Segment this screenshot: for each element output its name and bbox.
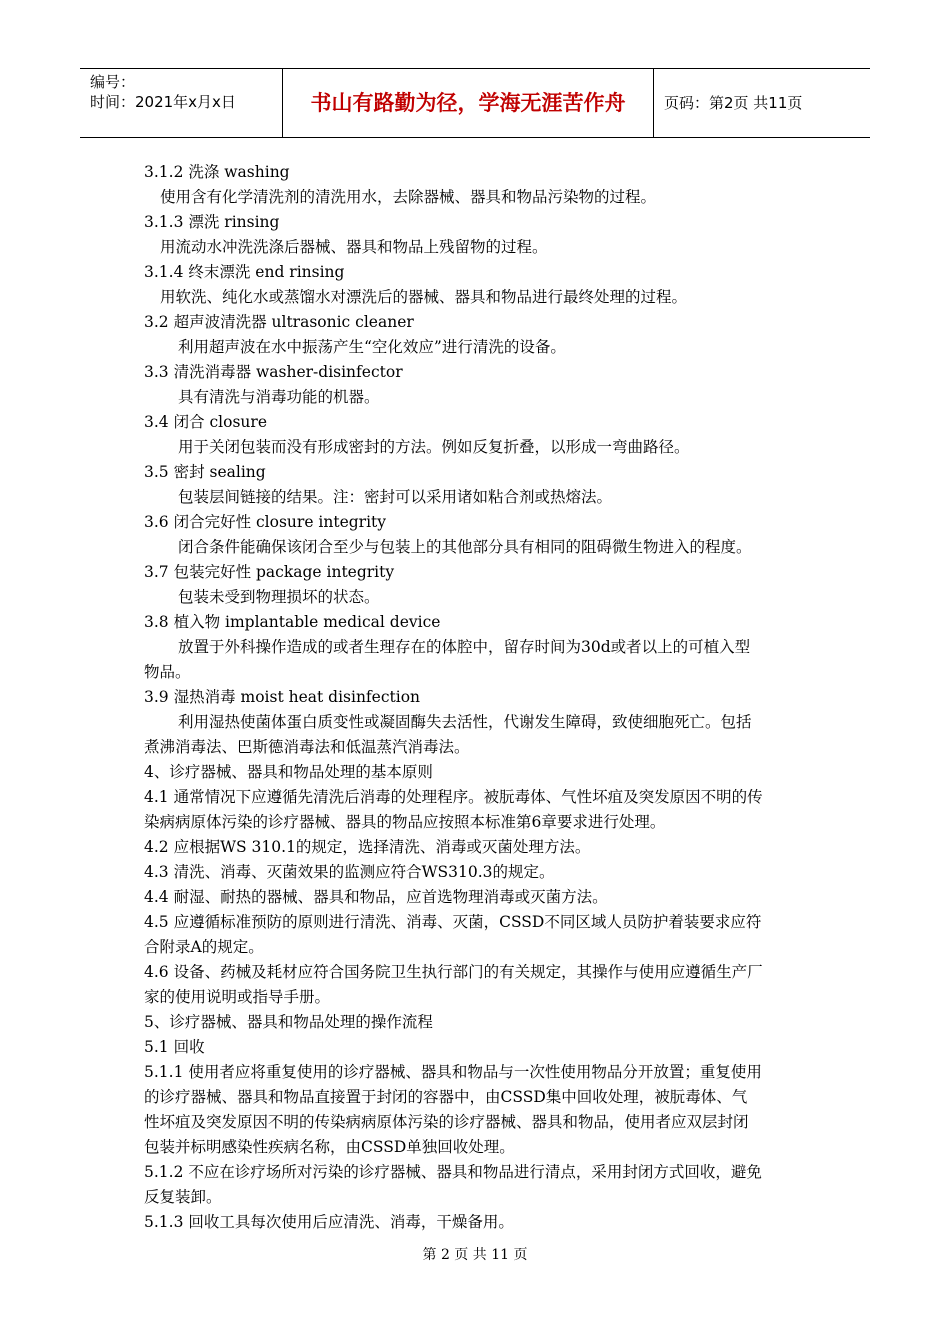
text-line: 3.1.3 漂洗 rinsing — [144, 213, 280, 231]
document-number-label: 编号： — [90, 73, 136, 91]
text-line: 3.5 密封 sealing — [144, 463, 266, 481]
page-header — [80, 68, 870, 138]
text-line: 4.3 清洗、消毒、灭菌效果的监测应符合WS310.3的规定。 — [144, 863, 555, 881]
text-line: 利用超声波在水中振荡产生“空化效应”进行清洗的设备。 — [178, 338, 566, 356]
text-line: 煮沸消毒法、巴斯德消毒法和低温蒸汽消毒法。 — [144, 738, 470, 756]
text-line: 放置于外科操作造成的或者生理存在的体腔中，留存时间为30d或者以上的可植入型 — [178, 638, 751, 656]
text-line: 4、诊疗器械、器具和物品处理的基本原则 — [144, 763, 433, 781]
text-line: 用流动水冲洗洗涤后器械、器具和物品上残留物的过程。 — [160, 238, 548, 256]
text-line: 反复装卸。 — [144, 1188, 222, 1206]
text-line: 利用湿热使菌体蛋白质变性或凝固酶失去活性，代谢发生障碍，致使细胞死亡。包括 — [178, 713, 752, 731]
document-date: 时间：2021年x月x日 — [90, 93, 236, 111]
text-line: 闭合条件能确保该闭合至少与包装上的其他部分具有相同的阻碍微生物进入的程度。 — [178, 538, 752, 556]
text-line: 3.9 湿热消毒 moist heat disinfection — [144, 688, 421, 706]
text-line: 5.1.3 回收工具每次使用后应清洗、消毒，干燥备用。 — [144, 1213, 514, 1231]
text-line: 使用含有化学清洗剂的清洗用水，去除器械、器具和物品污染物的过程。 — [160, 188, 657, 206]
text-line: 5.1 回收 — [144, 1038, 205, 1056]
header-slogan: 书山有路勤为径，学海无涯苦作舟 — [282, 69, 654, 137]
text-line: 4.5 应遵循标准预防的原则进行清洗、消毒、灭菌，CSSD不同区域人员防护着装要求应符 — [144, 913, 762, 931]
page-footer: 第 2 页 共 11 页 — [422, 1247, 528, 1263]
text-line: 的诊疗器械、器具和物品直接置于封闭的容器中，由CSSD集中回收处理，被朊毒体、气 — [144, 1088, 748, 1106]
text-line: 包装并标明感染性疾病名称，由CSSD单独回收处理。 — [144, 1138, 515, 1156]
text-line: 3.7 包装完好性 package integrity — [144, 563, 395, 581]
text-line: 包装未受到物理损坏的状态。 — [178, 588, 380, 606]
text-line: 5.1.1 使用者应将重复使用的诊疗器械、器具和物品与一次性使用物品分开放置；重复使用 — [144, 1063, 762, 1081]
text-line: 染病病原体污染的诊疗器械、器具的物品应按照本标准第6章要求进行处理。 — [144, 813, 666, 831]
text-line: 4.6 设备、药械及耗材应符合国务院卫生执行部门的有关规定，其操作与使用应遵循生产厂 — [144, 963, 763, 981]
text-line: 用于关闭包装而没有形成密封的方法。例如反复折叠，以形成一弯曲路径。 — [178, 438, 690, 456]
text-line: 3.4 闭合 closure — [144, 413, 267, 431]
text-line: 家的使用说明或指导手册。 — [144, 988, 331, 1006]
document-body — [144, 160, 810, 1235]
text-line: 3.1.4 终末漂洗 end rinsing — [144, 263, 345, 281]
text-line: 3.2 超声波清洗器 ultrasonic cleaner — [144, 313, 414, 331]
text-line: 包装层间链接的结果。注：密封可以采用诸如粘合剂或热熔法。 — [178, 488, 613, 506]
text-line: 具有清洗与消毒功能的机器。 — [178, 388, 380, 406]
text-line: 3.3 清洗消毒器 washer-disinfector — [144, 363, 403, 381]
header-page-info: 页码：第2页 共11页 — [664, 94, 803, 112]
text-line: 合附录A的规定。 — [144, 938, 264, 956]
header-meta — [80, 69, 282, 137]
text-line: 5.1.2 不应在诊疗场所对污染的诊疗器械、器具和物品进行清点，采用封闭方式回收，避免 — [144, 1163, 762, 1181]
text-line: 性坏疽及突发原因不明的传染病病原体污染的诊疗器械、器具和物品，使用者应双层封闭 — [144, 1113, 749, 1131]
text-line: 3.8 植入物 implantable medical device — [144, 613, 441, 631]
text-line: 5、诊疗器械、器具和物品处理的操作流程 — [144, 1013, 433, 1031]
text-line: 4.1 通常情况下应遵循先清洗后消毒的处理程序。被朊毒体、气性坏疽及突发原因不明的传 — [144, 788, 763, 806]
text-line: 4.4 耐湿、耐热的器械、器具和物品，应首选物理消毒或灭菌方法。 — [144, 888, 608, 906]
text-line: 3.1.2 洗涤 washing — [144, 163, 290, 181]
text-line: 4.2 应根据WS 310.1的规定，选择清洗、消毒或灭菌处理方法。 — [144, 838, 591, 856]
text-line: 物品。 — [144, 663, 191, 681]
text-line: 用软洗、纯化水或蒸馏水对漂洗后的器械、器具和物品进行最终处理的过程。 — [160, 288, 688, 306]
text-line: 3.6 闭合完好性 closure integrity — [144, 513, 387, 531]
